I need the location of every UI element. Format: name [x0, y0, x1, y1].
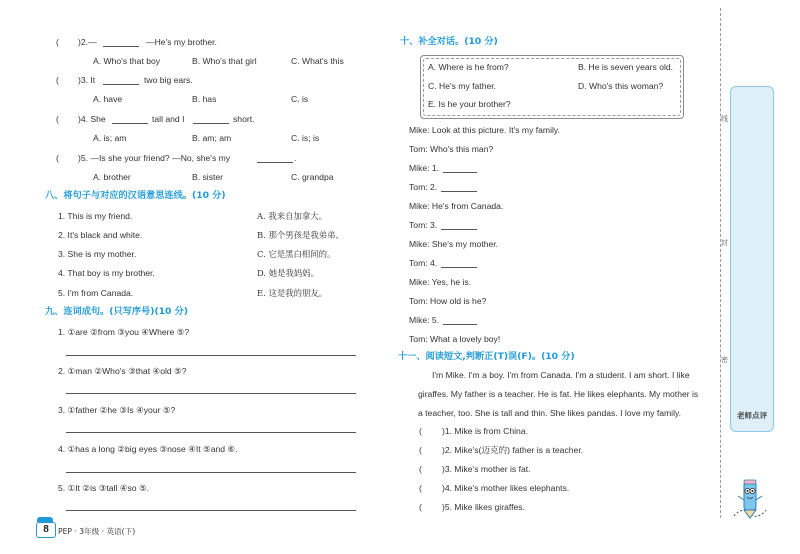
- answer-bracket: (: [56, 37, 59, 47]
- answer-bracket: (: [56, 153, 59, 163]
- match-en-1: 1. This is my friend.: [58, 211, 133, 221]
- dialog-line-8: Tom: 4.: [409, 258, 438, 268]
- option-a: A. Who's that boy: [93, 56, 161, 66]
- answer-bracket: (: [56, 75, 59, 85]
- option-a: A. is; am: [93, 133, 127, 143]
- question-2: )2.—: [78, 37, 97, 47]
- dialog-line-2: Tom: Who's this man?: [409, 144, 494, 154]
- page-number: 8: [36, 522, 56, 538]
- passage-line-2: giraffes. My father is a teacher. He is fat. He likes elephants. My mother is: [418, 389, 699, 399]
- answer-bracket: (: [419, 502, 422, 512]
- question-3: )3. It: [78, 75, 96, 85]
- dialog-line-1: Mike: Look at this picture. It's my family.: [409, 125, 560, 135]
- pencil-mascot-icon: [730, 476, 770, 522]
- reorder-item-3: 3. ①father ②he ③Is ④your ⑤?: [58, 405, 176, 415]
- side-char-mi: 密: [721, 356, 728, 364]
- option-c: C. is: [291, 94, 309, 104]
- match-en-2: 2. It's black and white.: [58, 230, 143, 240]
- dialog-line-12: Tom: What a lovely boy!: [409, 334, 501, 344]
- answer-blank[interactable]: [103, 84, 139, 85]
- answer-bracket: (: [419, 464, 422, 474]
- option-b: B. Who's that girl: [192, 56, 257, 66]
- teacher-comment-label: 老师点评: [736, 411, 768, 420]
- dialog-line-4: Tom: 2.: [409, 182, 438, 192]
- reorder-item-5: 5. ①It ②is ③tall ④so ⑤.: [58, 483, 150, 493]
- option-b: B. am; am: [192, 133, 232, 143]
- option-c: C. What's this: [291, 56, 344, 66]
- side-char-xian: 线: [721, 115, 728, 123]
- answer-blank[interactable]: [103, 46, 139, 47]
- dialog-line-6: Tom: 3.: [409, 220, 438, 230]
- section-10-title: 十、补全对话。(10 分): [400, 36, 498, 47]
- match-en-5: 5. I'm from Canada.: [58, 288, 134, 298]
- section-8-title: 八、将句子与对应的汉语意思连线。(10 分): [45, 190, 226, 201]
- answer-line[interactable]: [66, 432, 356, 433]
- tf-item-2: )2. Mike's(迈克的) father is a teacher.: [442, 445, 584, 455]
- dialog-line-7: Mike: She's my mother.: [409, 239, 499, 249]
- passage-line-3: a teacher, too. She is tall and thin. She likes pandas. I love my family.: [418, 408, 682, 418]
- option-b: B. has: [192, 94, 217, 104]
- tf-item-4: )4. Mike's mother likes elephants.: [442, 483, 570, 493]
- match-cn-e: E. 这是我的朋友。: [257, 288, 328, 298]
- match-cn-a: A. 我来自加拿大。: [257, 211, 327, 221]
- tf-item-5: )5. Mike likes giraffes.: [442, 502, 525, 512]
- dialog-line-3: Mike: 1.: [409, 163, 440, 173]
- match-cn-d: D. 她是我妈妈。: [257, 268, 319, 278]
- option-b: B. sister: [192, 172, 224, 182]
- dialog-blank-4[interactable]: [441, 267, 477, 268]
- question-5-tail: .: [294, 153, 297, 163]
- teacher-comment-box[interactable]: [730, 86, 774, 432]
- reorder-item-2: 2. ①man ②Who's ③that ④old ⑤?: [58, 366, 187, 376]
- answer-line[interactable]: [66, 472, 356, 473]
- question-5: )5. —Is she your friend? —No, she's my: [78, 153, 231, 163]
- binding-line: [720, 8, 721, 518]
- dialog-blank-2[interactable]: [441, 191, 477, 192]
- tf-item-1: )1. Mike is from China.: [442, 426, 528, 436]
- question-4: )4. She: [78, 114, 106, 124]
- section-11-title: 十一、阅读短文,判断正(T)误(F)。(10 分): [398, 351, 575, 362]
- question-4-mid: tall and I: [152, 114, 185, 124]
- side-char-feng: 封: [721, 239, 728, 247]
- option-a: A. brother: [93, 172, 131, 182]
- option-c: C. is; is: [291, 133, 320, 143]
- option-a: A. have: [93, 94, 123, 104]
- answer-blank[interactable]: [112, 123, 148, 124]
- question-3-tail: two big ears.: [144, 75, 193, 85]
- passage-line-1: I'm Mike. I'm a boy. I'm from Canada. I'm a student. I am short. I like: [432, 370, 690, 380]
- match-cn-b: B. 那个男孩是我弟弟。: [257, 230, 344, 240]
- answer-bracket: (: [419, 445, 422, 455]
- question-4-tail: short.: [233, 114, 255, 124]
- dialog-line-11: Mike: 5.: [409, 315, 440, 325]
- option-c: C. grandpa: [291, 172, 334, 182]
- dialog-line-5: Mike: He's from Canada.: [409, 201, 504, 211]
- answer-bracket: (: [419, 426, 422, 436]
- answer-line[interactable]: [66, 355, 356, 356]
- tf-item-3: )3. Mike's mother is fat.: [442, 464, 531, 474]
- box-option-e: E. Is he your brother?: [428, 99, 511, 109]
- box-option-b: B. He is seven years old.: [578, 62, 674, 72]
- box-option-d: D. Who's this woman?: [578, 81, 664, 91]
- section-9-title: 九、连词成句。(只写序号)(10 分): [45, 306, 189, 317]
- dialog-line-9: Mike: Yes, he is.: [409, 277, 472, 287]
- match-en-4: 4. That boy is my brother.: [58, 268, 155, 278]
- match-en-3: 3. She is my mother.: [58, 249, 137, 259]
- match-cn-c: C. 它是黑白相间的。: [257, 249, 336, 259]
- footer-text: PEP · 3年级 · 英语(下): [58, 527, 136, 536]
- answer-bracket: (: [56, 114, 59, 124]
- box-option-c: C. He's my father.: [428, 81, 497, 91]
- dialog-line-10: Tom: How old is he?: [409, 296, 487, 306]
- answer-blank[interactable]: [257, 162, 293, 163]
- answer-line[interactable]: [66, 510, 356, 511]
- dialog-blank-3[interactable]: [441, 229, 477, 230]
- reorder-item-4: 4. ①has a long ②big eyes ③nose ④It ⑤and ⑥.: [58, 444, 238, 454]
- box-option-a: A. Where is he from?: [428, 62, 509, 72]
- answer-line[interactable]: [66, 393, 356, 394]
- answer-blank[interactable]: [193, 123, 229, 124]
- question-2-tail: —He's my brother.: [146, 37, 217, 47]
- dialog-blank-5[interactable]: [443, 324, 477, 325]
- dialog-blank-1[interactable]: [443, 172, 477, 173]
- reorder-item-1: 1. ①are ②from ③you ④Where ⑤?: [58, 327, 190, 337]
- answer-bracket: (: [419, 483, 422, 493]
